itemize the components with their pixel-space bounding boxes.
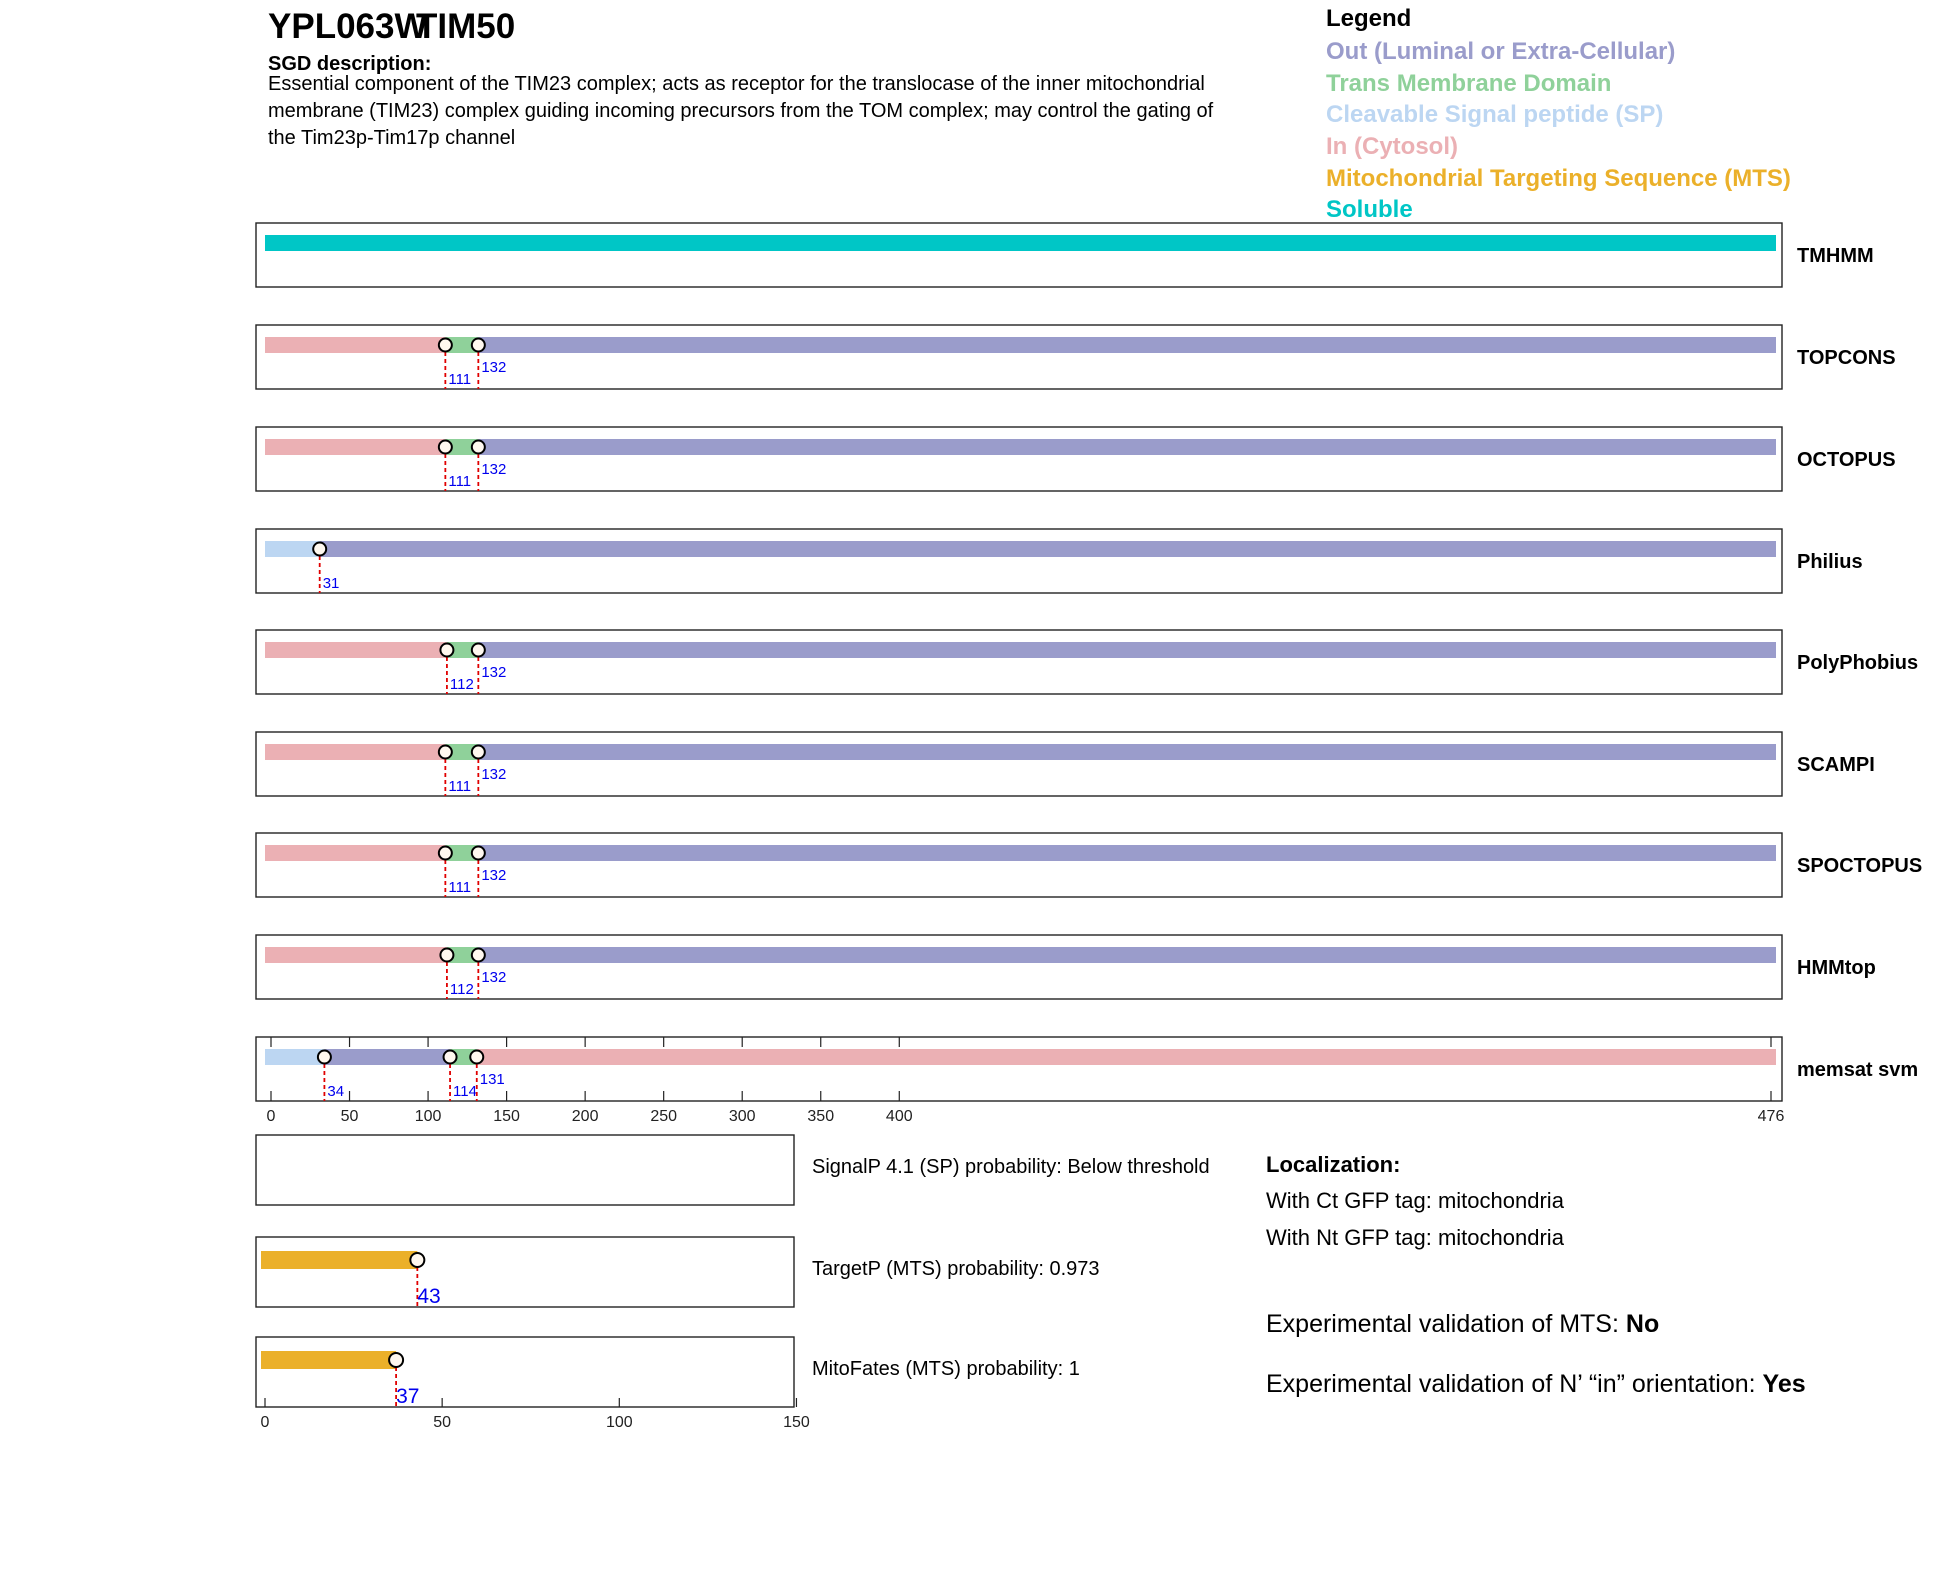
- sgd-description-line-1: Essential component of the TIM23 complex; acts as receptor for the translocase of the inner mitochondrial: [268, 73, 1205, 95]
- track-tmhmm: [256, 223, 1874, 287]
- segment-out: [324, 1049, 450, 1065]
- signal-track-signalp: [256, 1135, 1210, 1205]
- track-memsat-svm: [256, 1037, 1918, 1125]
- boundary-marker: [313, 543, 326, 556]
- x-tick-label: 50: [340, 1108, 359, 1125]
- x-tick-label: 50: [433, 1414, 452, 1431]
- track-label: OCTOPUS: [1797, 449, 1896, 471]
- segment-out: [478, 744, 1776, 760]
- localization-nt-gfp: With Nt GFP tag: mitochondria: [1266, 1225, 1564, 1250]
- boundary-label: 111: [448, 371, 472, 388]
- signal-track-label: TargetP (MTS) probability: 0.973: [812, 1258, 1100, 1280]
- signal-track-frame: [256, 1237, 794, 1307]
- signal-tracks: [256, 1135, 1210, 1431]
- track-label: TMHMM: [1797, 245, 1874, 267]
- track-frame: [256, 325, 1782, 389]
- boundary-marker: [472, 746, 485, 759]
- sgd-description-line-3: the Tim23p-Tim17p channel: [268, 127, 516, 149]
- localization-ct-gfp: With Ct GFP tag: mitochondria: [1266, 1188, 1564, 1213]
- segment-out: [320, 541, 1776, 557]
- mts-boundary-marker: [410, 1253, 424, 1267]
- track-label: Philius: [1797, 551, 1863, 573]
- boundary-marker: [470, 1051, 483, 1064]
- signal-track-label: MitoFates (MTS) probability: 1: [812, 1358, 1080, 1380]
- sgd-description-line-2: membrane (TIM23) complex guiding incoming precursors from the TOM complex; may control the gating of: [268, 100, 1214, 122]
- boundary-marker: [472, 644, 485, 657]
- x-tick-label: 100: [414, 1108, 442, 1125]
- legend-item-transmembrane: Trans Membrane Domain: [1326, 70, 1612, 97]
- legend-item-in: In (Cytosol): [1326, 133, 1458, 160]
- localization-title: Localization:: [1266, 1152, 1401, 1177]
- legend-item-signal-peptide: Cleavable Signal peptide (SP): [1326, 101, 1664, 128]
- mts-bar: [261, 1251, 417, 1269]
- x-tick-label: 150: [493, 1108, 520, 1125]
- x-tick-label: 300: [728, 1108, 756, 1125]
- x-tick-label: 150: [783, 1414, 810, 1431]
- boundary-marker: [439, 339, 452, 352]
- boundary-marker: [472, 949, 485, 962]
- segment-in: [265, 337, 445, 353]
- boundary-label: 111: [448, 879, 472, 896]
- boundary-label: 132: [481, 359, 507, 376]
- legend-item-mts: Mitochondrial Targeting Sequence (MTS): [1326, 165, 1791, 192]
- segment-sp: [265, 541, 320, 557]
- signal-track-frame: [256, 1135, 794, 1205]
- segment-out: [478, 439, 1776, 455]
- boundary-label: 34: [327, 1083, 345, 1100]
- boundary-marker: [472, 441, 485, 454]
- boundary-label: 132: [481, 867, 507, 884]
- track-spoctopus: [256, 833, 1922, 897]
- experimental-validation: [1266, 1310, 1806, 1398]
- x-tick-label: 100: [605, 1414, 633, 1431]
- track-label: TOPCONS: [1797, 347, 1896, 369]
- legend-item-out: Out (Luminal or Extra-Cellular): [1326, 38, 1676, 65]
- segment-in: [265, 439, 445, 455]
- x-tick-label: 250: [650, 1108, 678, 1125]
- legend-title: Legend: [1326, 5, 1412, 32]
- boundary-marker: [444, 1051, 457, 1064]
- experimental-mts: [1266, 1310, 1659, 1338]
- x-tick-label: 350: [807, 1108, 835, 1125]
- boundary-label: 132: [481, 664, 507, 681]
- boundary-marker: [318, 1051, 331, 1064]
- track-frame: [256, 630, 1782, 694]
- boundary-label: 111: [448, 473, 472, 490]
- experimental-orientation-value: Yes: [1762, 1370, 1806, 1398]
- mts-bar: [261, 1351, 396, 1369]
- boundary-marker: [472, 339, 485, 352]
- x-tick-label: 0: [266, 1108, 276, 1125]
- experimental-orientation: [1266, 1370, 1806, 1398]
- experimental-mts-value: No: [1625, 1310, 1660, 1338]
- segment-out: [478, 845, 1776, 861]
- mts-end-label: 43: [417, 1285, 441, 1308]
- x-tick-label: 0: [260, 1414, 270, 1431]
- experimental-mts-label: Experimental validation of MTS:: [1266, 1310, 1626, 1338]
- boundary-marker: [440, 949, 453, 962]
- x-tick-label: 200: [571, 1108, 599, 1125]
- signal-track-targetp: [256, 1237, 1100, 1308]
- track-label: SCAMPI: [1797, 754, 1875, 776]
- signal-track-frame: [256, 1337, 794, 1407]
- boundary-marker: [439, 441, 452, 454]
- boundary-label: 132: [481, 461, 507, 478]
- track-philius: [256, 529, 1863, 593]
- track-octopus: [256, 427, 1896, 491]
- segment-out: [478, 947, 1776, 963]
- boundary-marker: [439, 847, 452, 860]
- experimental-orientation-label: Experimental validation of N’ “in” orientation:: [1266, 1370, 1763, 1398]
- boundary-label: 31: [322, 575, 340, 592]
- track-frame: [256, 427, 1782, 491]
- localization-panel: [1266, 1152, 1565, 1250]
- boundary-label: 114: [453, 1083, 477, 1100]
- segment-in: [265, 642, 447, 658]
- track-hmmtop: [256, 935, 1876, 999]
- boundary-marker: [440, 644, 453, 657]
- segment-out: [478, 337, 1776, 353]
- track-frame: [256, 529, 1782, 593]
- boundary-label: 111: [448, 778, 472, 795]
- boundary-marker: [472, 847, 485, 860]
- segment-in: [265, 845, 445, 861]
- track-frame: [256, 1037, 1782, 1101]
- mts-end-label: 37: [396, 1385, 420, 1408]
- track-frame: [256, 833, 1782, 897]
- track-label: HMMtop: [1797, 957, 1876, 979]
- gene-name-title: TIM50: [416, 7, 516, 46]
- x-tick-label: 400: [885, 1108, 913, 1125]
- track-frame: [256, 732, 1782, 796]
- sgd-description-label: SGD description:: [268, 53, 432, 75]
- segment-sol: [265, 235, 1776, 251]
- legend: [1326, 5, 1791, 223]
- segment-in: [265, 744, 445, 760]
- track-label: memsat svm: [1797, 1059, 1919, 1081]
- track-label: PolyPhobius: [1797, 652, 1919, 674]
- segment-in: [265, 947, 447, 963]
- track-topcons: [256, 325, 1896, 389]
- segment-out: [478, 642, 1776, 658]
- track-scampi: [256, 732, 1875, 796]
- x-tick-label: 476: [1757, 1108, 1785, 1125]
- track-label: SPOCTOPUS: [1797, 855, 1923, 877]
- boundary-label: 132: [481, 969, 507, 986]
- segment-in: [477, 1049, 1776, 1065]
- boundary-label: 112: [449, 981, 474, 998]
- topology-tracks: [256, 223, 1922, 1125]
- track-frame: [256, 223, 1782, 287]
- gene-id-title: YPL063W: [268, 7, 428, 46]
- boundary-marker: [439, 746, 452, 759]
- signal-track-label: SignalP 4.1 (SP) probability: Below threshold: [812, 1156, 1210, 1178]
- boundary-label: 112: [449, 676, 474, 693]
- signal-track-mitofates: [256, 1337, 1080, 1431]
- track-frame: [256, 935, 1782, 999]
- mts-boundary-marker: [389, 1353, 403, 1367]
- boundary-label: 132: [481, 766, 507, 783]
- segment-sp: [265, 1049, 324, 1065]
- track-polyphobius: [256, 630, 1918, 694]
- legend-item-soluble: Soluble: [1326, 196, 1413, 223]
- boundary-label: 131: [479, 1071, 505, 1088]
